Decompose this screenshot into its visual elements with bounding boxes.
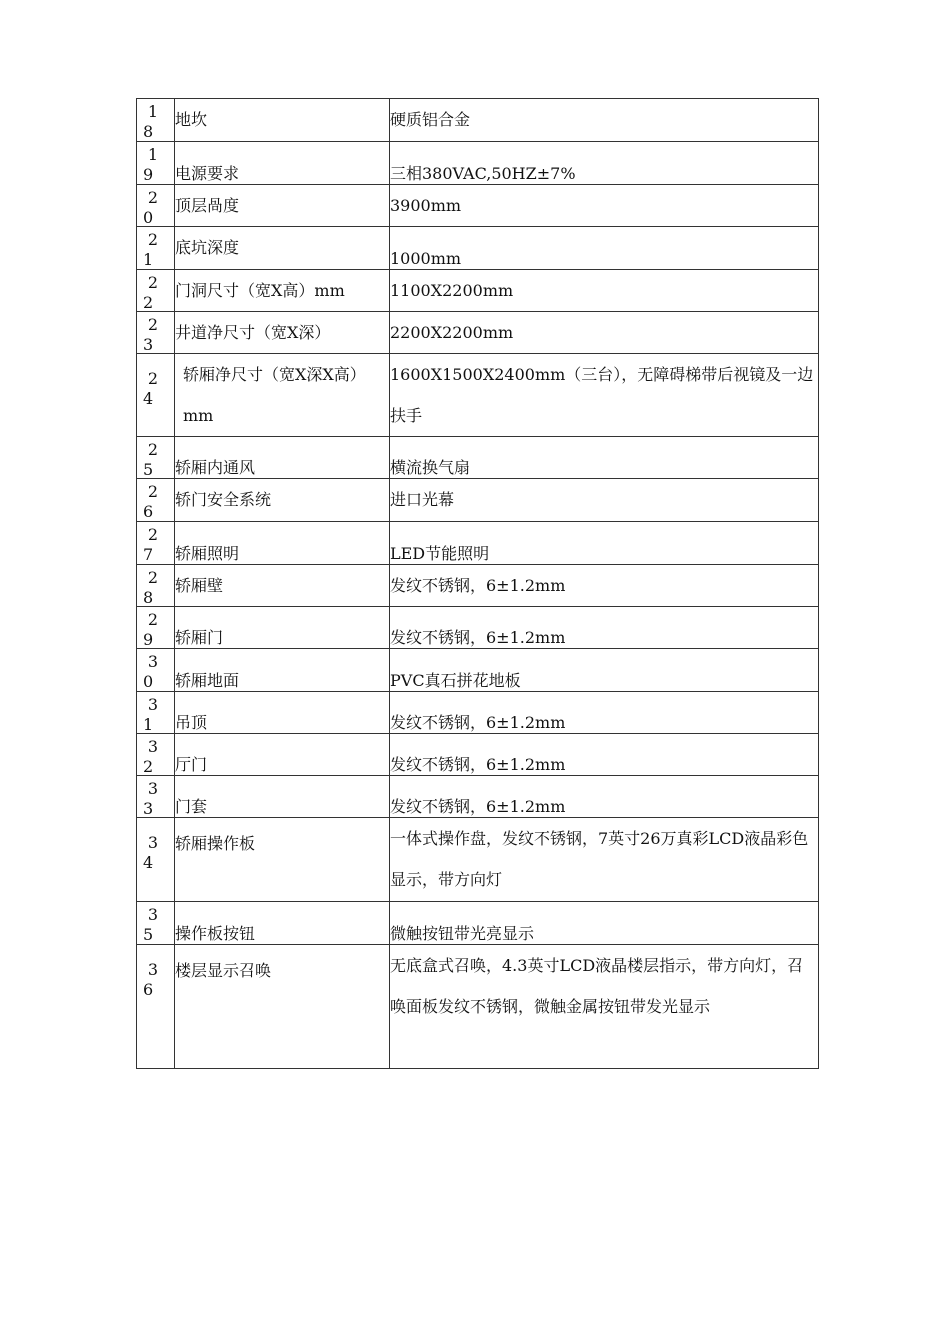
table-row — [137, 607, 819, 649]
table-row — [137, 142, 819, 185]
row-number: 1 8 — [137, 99, 175, 142]
item-value: 发纹不锈钢，6±1.2mm — [390, 776, 819, 818]
table-row — [137, 776, 819, 818]
row-number: 2 6 — [137, 479, 175, 522]
item-value: 1000mm — [390, 227, 819, 270]
table-row — [137, 522, 819, 565]
item-value: 发纹不锈钢，6±1.2mm — [390, 734, 819, 776]
row-number: 2 5 — [137, 437, 175, 479]
item-name: 厅门 — [175, 734, 390, 776]
item-value: 1100X2200mm — [390, 270, 819, 312]
table-row — [137, 902, 819, 945]
table-row — [137, 818, 819, 902]
table-row — [137, 945, 819, 1069]
row-number: 2 7 — [137, 522, 175, 565]
item-value: 发纹不锈钢，6±1.2mm — [390, 607, 819, 649]
item-value: 发纹不锈钢，6±1.2mm — [390, 692, 819, 734]
row-number: 2 3 — [137, 312, 175, 354]
item-value: 微触按钮带光亮显示 — [390, 902, 819, 945]
item-name: 轿厢壁 — [175, 565, 390, 607]
table-row — [137, 565, 819, 607]
item-name: 井道净尺寸（宽X深） — [175, 312, 390, 354]
row-number: 2 8 — [137, 565, 175, 607]
item-value: 发纹不锈钢，6±1.2mm — [390, 565, 819, 607]
table-row — [137, 734, 819, 776]
table-row — [137, 354, 819, 437]
item-name: 吊顶 — [175, 692, 390, 734]
item-name: 电源要求 — [175, 142, 390, 185]
item-name: 操作板按钮 — [175, 902, 390, 945]
row-number: 1 9 — [137, 142, 175, 185]
item-name: 轿厢地面 — [175, 649, 390, 692]
row-number: 3 2 — [137, 734, 175, 776]
item-value: 1600X1500X2400mm（三台），无障碍梯带后视镜及一边扶手 — [390, 354, 819, 437]
table-row — [137, 692, 819, 734]
table-row — [137, 437, 819, 479]
item-value: 进口光幕 — [390, 479, 819, 522]
spec-table — [136, 98, 819, 1069]
row-number: 3 3 — [137, 776, 175, 818]
row-number: 2 1 — [137, 227, 175, 270]
table-row — [137, 99, 819, 142]
item-value: 2200X2200mm — [390, 312, 819, 354]
item-value: 无底盒式召唤，4.3英寸LCD液晶楼层指示，带方向灯，召唤面板发纹不锈钢，微触金属按钮带发光显示 — [390, 945, 819, 1069]
table-row — [137, 479, 819, 522]
table-row — [137, 227, 819, 270]
row-number: 3 0 — [137, 649, 175, 692]
table-row — [137, 312, 819, 354]
table-row — [137, 185, 819, 227]
item-name: 轿厢内通风 — [175, 437, 390, 479]
item-name: 楼层显示召唤 — [175, 945, 390, 1069]
item-value: 横流换气扇 — [390, 437, 819, 479]
table-row — [137, 270, 819, 312]
item-value: 硬质铝合金 — [390, 99, 819, 142]
item-name: 门套 — [175, 776, 390, 818]
row-number: 2 2 — [137, 270, 175, 312]
item-name: 顶层咼度 — [175, 185, 390, 227]
item-name: 底坑深度 — [175, 227, 390, 270]
item-value: 三相380VAC,50HZ±7% — [390, 142, 819, 185]
item-value: 一体式操作盘，发纹不锈钢，7英寸26万真彩LCD液晶彩色显示，带方向灯 — [390, 818, 819, 902]
item-name: 门洞尺寸（宽X高）mm — [175, 270, 390, 312]
item-value: PVC真石拼花地板 — [390, 649, 819, 692]
row-number: 3 4 — [137, 818, 175, 902]
row-number: 2 4 — [137, 354, 175, 437]
row-number: 3 5 — [137, 902, 175, 945]
row-number: 2 9 — [137, 607, 175, 649]
row-number: 3 1 — [137, 692, 175, 734]
item-name: 轿厢照明 — [175, 522, 390, 565]
item-name: 轿厢净尺寸（宽X深X高）mm — [175, 354, 390, 437]
item-value: LED节能照明 — [390, 522, 819, 565]
item-name: 轿厢操作板 — [175, 818, 390, 902]
table-row — [137, 649, 819, 692]
item-value: 3900mm — [390, 185, 819, 227]
row-number: 2 0 — [137, 185, 175, 227]
item-name: 轿厢门 — [175, 607, 390, 649]
item-name: 轿门安全系统 — [175, 479, 390, 522]
row-number: 3 6 — [137, 945, 175, 1069]
item-name: 地坎 — [175, 99, 390, 142]
